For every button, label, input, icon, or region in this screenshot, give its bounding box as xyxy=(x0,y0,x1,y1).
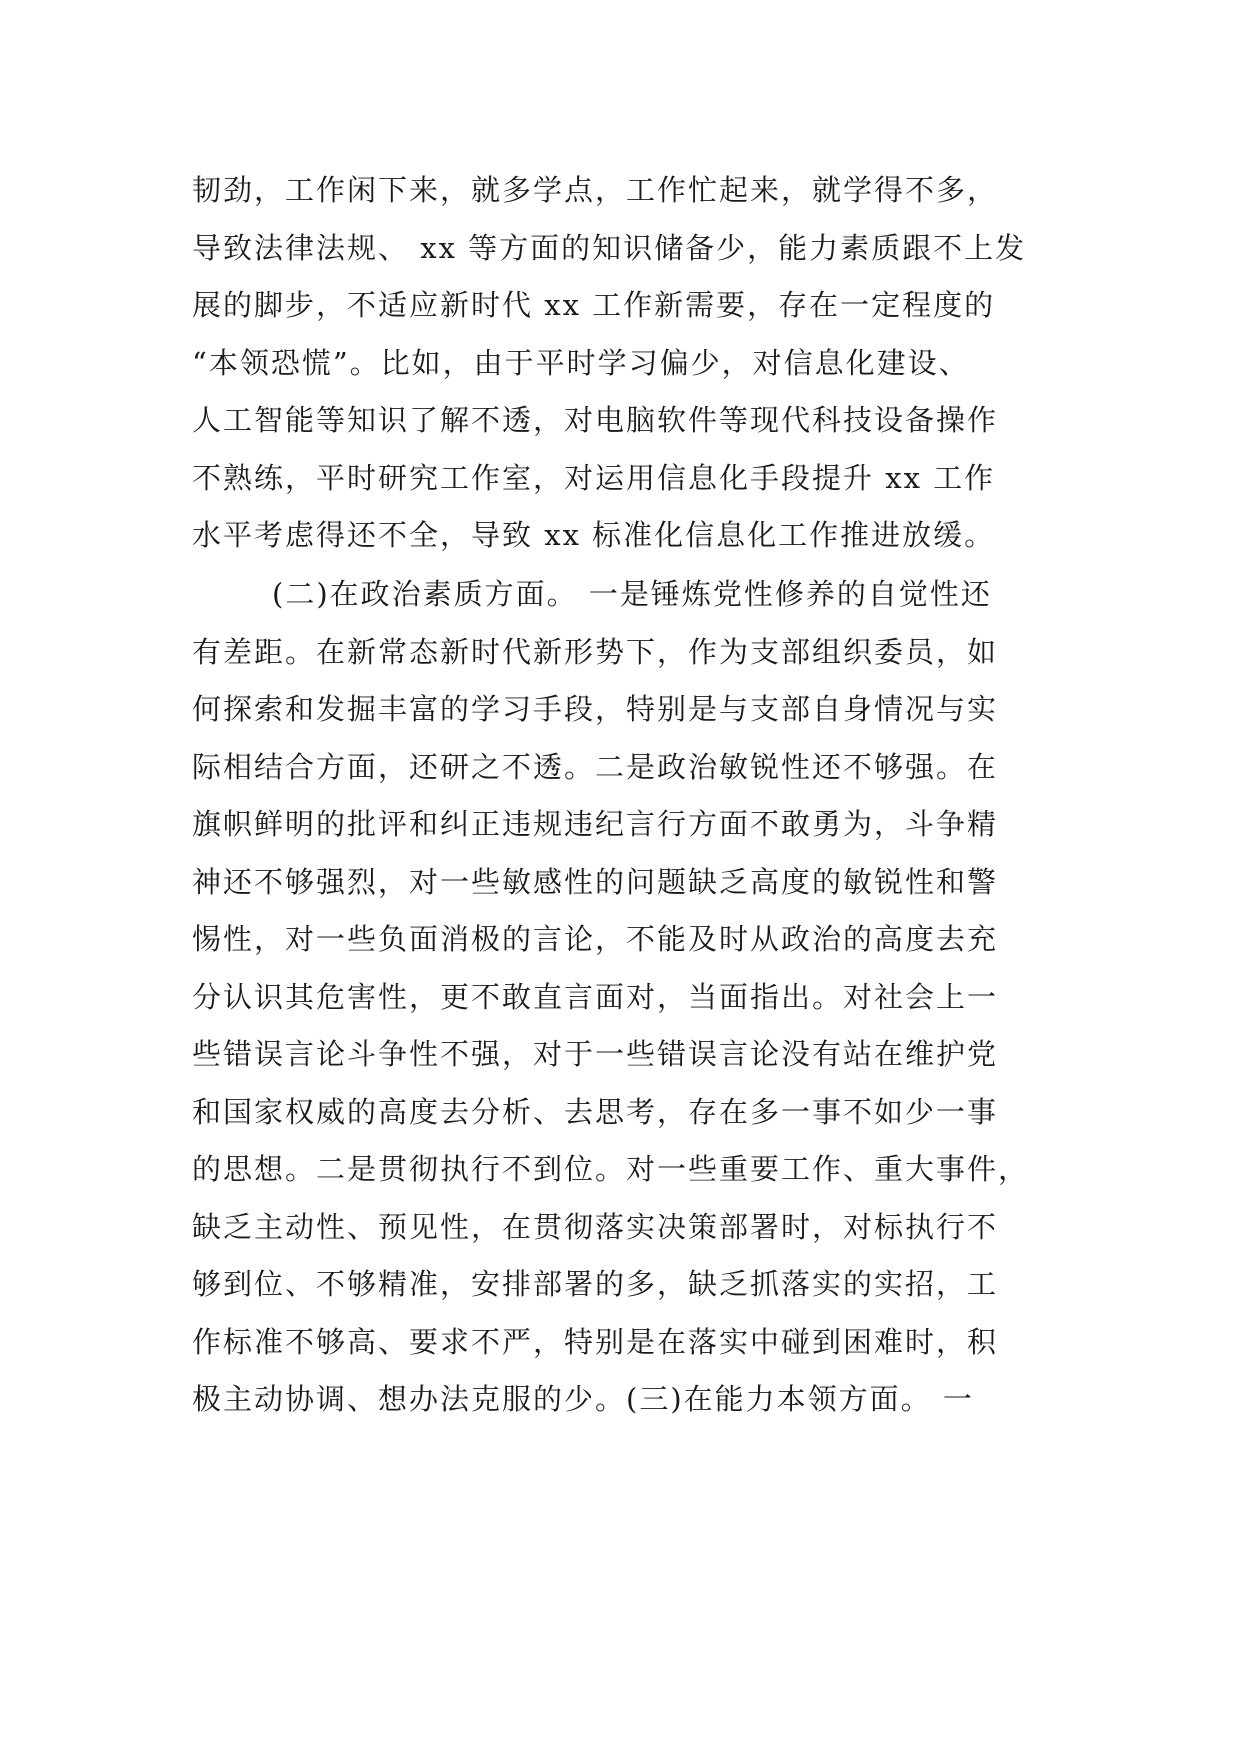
text-line: 的思想。二是贯彻执行不到位。对一些重要工作、重大事件， xyxy=(192,1152,1030,1186)
text-line: “本领恐慌”。比如，由于平时学习偏少，对信息化建设、 xyxy=(192,345,970,380)
text-line: 旗帜鲜明的批评和纠正违规违纪言行方面不敢勇为，斗争精 xyxy=(192,807,999,841)
text-line: 和国家权威的高度去分析、去思考，存在多一事不如少一事 xyxy=(192,1094,999,1129)
text-line: 水平考虑得还不全，导致 xx 标准化信息化工作推进放缓。 xyxy=(192,518,996,552)
text-line: 有差距。在新常态新时代新形势下，作为支部组织委员，如 xyxy=(192,634,999,669)
text-line: 够到位、不够精准，安排部署的多，缺乏抓落实的实招，工 xyxy=(192,1267,999,1301)
text-line: 缺乏主动性、预见性，在贯彻落实决策部署时，对标执行不 xyxy=(192,1209,999,1244)
paragraph-political-quality xyxy=(192,566,1062,1429)
text-line: 展的脚步，不适应新时代 xx 工作新需要，存在一定程度的 xyxy=(192,288,996,322)
text-line: 际相结合方面，还研之不透。二是政治敏锐性还不够强。在 xyxy=(192,749,999,784)
text-line: 些错误言论斗争性不强，对于一些错误言论没有站在维护党 xyxy=(192,1037,999,1071)
paragraph-continued xyxy=(192,162,1062,565)
text-line: 分认识其危害性，更不敢直言面对，当面指出。对社会上一 xyxy=(192,979,999,1014)
text-line: 惕性，对一些负面消极的言论，不能及时从政治的高度去充 xyxy=(192,922,999,956)
text-line: 人工智能等知识了解不透，对电脑软件等现代科技设备操作 xyxy=(192,403,999,437)
text-line: 极主动协调、想办法克服的少。(三)在能力本领方面。 一 xyxy=(192,1382,974,1416)
text-line: 神还不够强烈，对一些敏感性的问题缺乏高度的敏锐性和警 xyxy=(192,864,999,899)
text-line: 作标准不够高、要求不严，特别是在落实中碰到困难时，积 xyxy=(192,1324,999,1359)
text-line-first: (二)在政治素质方面。 一是锤炼党性修养的自觉性还 xyxy=(272,577,992,611)
text-line: 韧劲，工作闲下来，就多学点，工作忙起来，就学得不多， xyxy=(192,173,999,207)
text-line: 导致法律法规、 xx 等方面的知识储备少，能力素质跟不上发 xyxy=(192,230,1027,265)
text-line: 何探索和发掘丰富的学习手段，特别是与支部自身情况与实 xyxy=(192,692,999,726)
text-line: 不熟练，平时研究工作室，对运用信息化手段提升 xx 工作 xyxy=(192,460,996,495)
